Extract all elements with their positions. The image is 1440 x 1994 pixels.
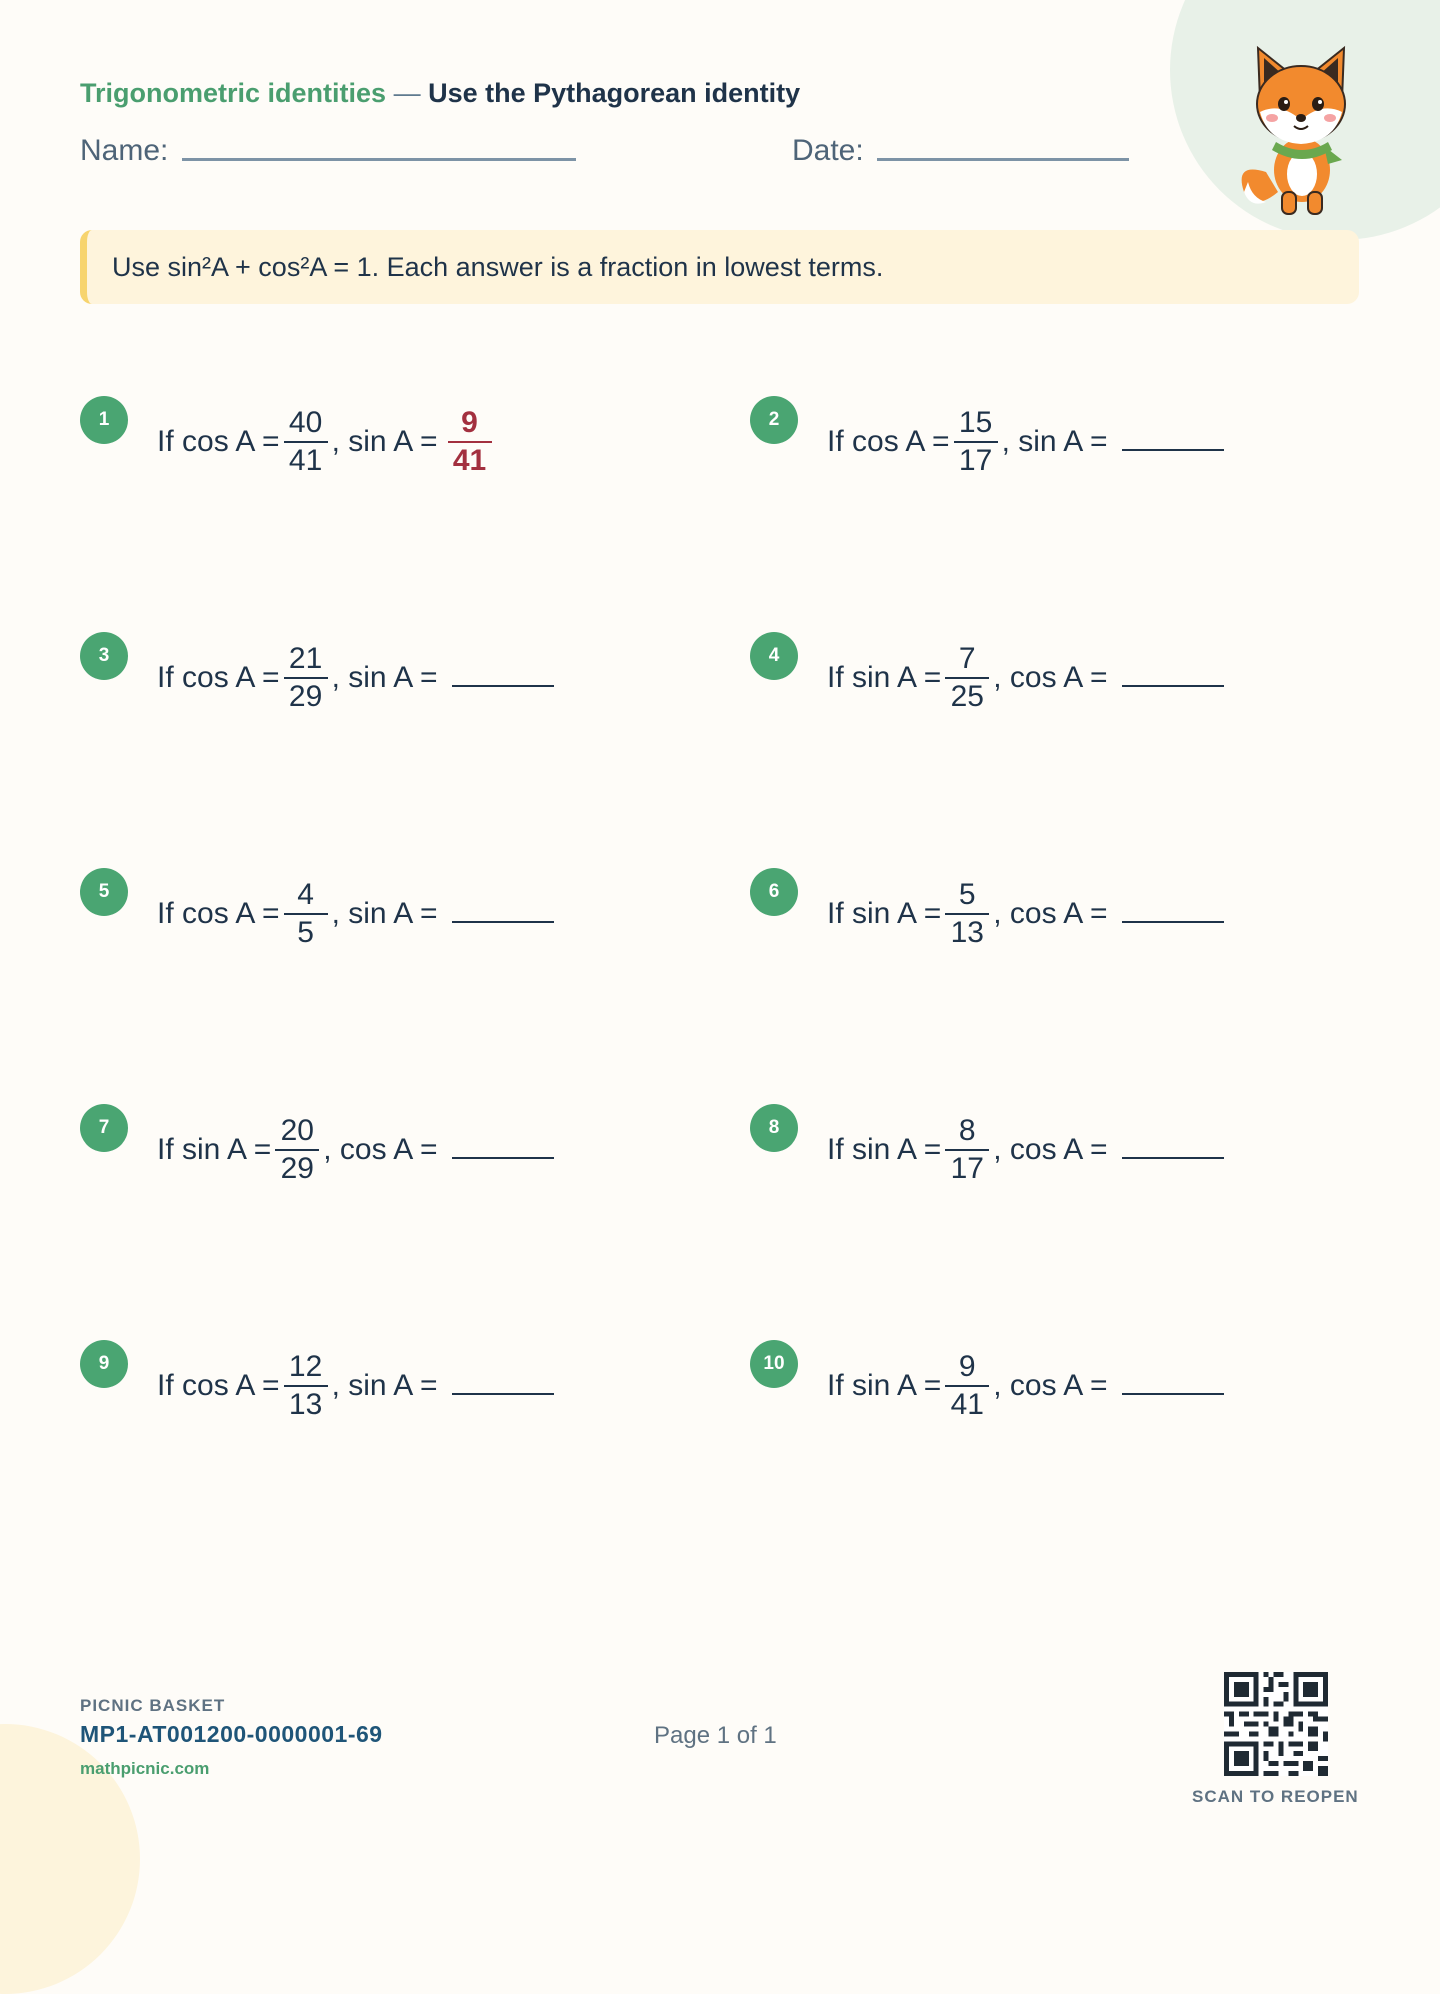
problem-expression — [827, 878, 1224, 949]
ask-text: , sin A = — [331, 661, 438, 694]
problem-expression — [827, 642, 1224, 713]
given-text: If sin A = — [157, 1133, 272, 1166]
worksheet-title — [80, 78, 800, 109]
fraction-denominator: 41 — [288, 444, 323, 477]
fraction-numerator: 20 — [275, 1116, 319, 1151]
fraction-denominator: 13 — [288, 1388, 323, 1421]
instructions-banner: Use sin²A + cos²A = 1. Each answer is a fraction in lowest terms. — [80, 230, 1359, 304]
problem-number-badge: 5 — [80, 868, 128, 916]
problem-number-badge: 4 — [750, 632, 798, 680]
problem-number-badge: 6 — [750, 868, 798, 916]
answer-blank[interactable] — [1122, 921, 1224, 923]
problem-expression — [157, 642, 554, 713]
date-label: Date: — [792, 134, 864, 167]
given-fraction — [945, 644, 989, 712]
fraction-denominator: 17 — [950, 1152, 984, 1185]
ask-text: , sin A = — [331, 1369, 438, 1402]
answer-numerator: 9 — [448, 408, 492, 443]
fraction-denominator: 5 — [297, 916, 314, 949]
fraction-denominator: 17 — [958, 444, 993, 477]
ask-text: , cos A = — [993, 661, 1108, 694]
ask-text: , cos A = — [993, 1369, 1108, 1402]
fraction-numerator: 9 — [945, 1352, 989, 1387]
given-fraction — [284, 408, 328, 476]
name-label: Name: — [80, 134, 169, 167]
answer-blank[interactable] — [1122, 1393, 1224, 1395]
fraction-numerator: 40 — [284, 408, 328, 443]
ask-text: , sin A = — [331, 897, 438, 930]
fraction-denominator: 25 — [950, 680, 984, 713]
given-fraction — [284, 1352, 328, 1420]
given-fraction — [284, 880, 328, 948]
fraction-numerator: 5 — [945, 880, 989, 915]
given-text: If cos A = — [157, 425, 280, 458]
answer-fraction — [448, 408, 492, 476]
fraction-numerator: 21 — [284, 644, 328, 679]
fraction-denominator: 29 — [288, 680, 323, 713]
ask-text: , cos A = — [323, 1133, 438, 1166]
answer-denominator: 41 — [452, 444, 487, 477]
answer-blank[interactable] — [1122, 449, 1224, 451]
footer-brand: PICNIC BASKET — [80, 1696, 226, 1715]
fraction-numerator: 15 — [954, 408, 998, 443]
ask-text: , sin A = — [331, 425, 438, 458]
given-text: If sin A = — [827, 1133, 942, 1166]
problem-expression — [827, 1114, 1224, 1185]
worksheet-code: MP1-AT001200-0000001-69 — [80, 1721, 383, 1747]
given-fraction — [284, 644, 328, 712]
fraction-denominator: 13 — [950, 916, 984, 949]
answer-blank[interactable] — [1122, 685, 1224, 687]
fraction-denominator: 29 — [280, 1152, 314, 1185]
qr-caption: SCAN TO REOPEN — [1192, 1787, 1359, 1806]
fox-mascot-icon — [1236, 42, 1366, 218]
given-fraction — [945, 1352, 989, 1420]
problem-number-badge: 3 — [80, 632, 128, 680]
given-text: If sin A = — [827, 661, 942, 694]
name-field[interactable] — [182, 158, 576, 161]
problem-number-badge: 1 — [80, 396, 128, 444]
given-text: If sin A = — [827, 1369, 942, 1402]
fraction-numerator: 8 — [945, 1116, 989, 1151]
title-separator: — — [393, 78, 421, 108]
given-text: If cos A = — [157, 661, 280, 694]
answer-blank[interactable] — [452, 1393, 554, 1395]
answer-blank[interactable] — [1122, 1157, 1224, 1159]
given-text: If cos A = — [157, 897, 280, 930]
given-text: If cos A = — [157, 1369, 280, 1402]
title-main: Use the Pythagorean identity — [428, 78, 801, 108]
given-fraction — [945, 880, 989, 948]
problem-expression — [827, 406, 1224, 477]
problem-expression — [157, 1350, 554, 1421]
fraction-numerator: 7 — [945, 644, 989, 679]
problem-expression — [157, 1114, 554, 1185]
ask-text: , cos A = — [993, 1133, 1108, 1166]
answer-blank[interactable] — [452, 1157, 554, 1159]
fraction-numerator: 4 — [284, 880, 328, 915]
fraction-numerator: 12 — [284, 1352, 328, 1387]
date-field[interactable] — [877, 158, 1129, 161]
given-fraction — [275, 1116, 319, 1184]
problem-number-badge: 9 — [80, 1340, 128, 1388]
qr-code-icon[interactable] — [1224, 1672, 1328, 1776]
site-link[interactable]: mathpicnic.com — [80, 1759, 210, 1778]
fraction-denominator: 41 — [950, 1388, 984, 1421]
problem-expression — [157, 878, 554, 949]
title-topic: Trigonometric identities — [80, 78, 387, 108]
problem-number-badge: 7 — [80, 1104, 128, 1152]
given-fraction — [945, 1116, 989, 1184]
ask-text: , cos A = — [993, 897, 1108, 930]
problem-number-badge: 2 — [750, 396, 798, 444]
problem-expression — [157, 406, 496, 477]
ask-text: , sin A = — [1001, 425, 1108, 458]
given-fraction — [954, 408, 998, 476]
answer-blank[interactable] — [452, 921, 554, 923]
problem-expression — [827, 1350, 1224, 1421]
problem-number-badge: 10 — [750, 1340, 798, 1388]
given-text: If cos A = — [827, 425, 950, 458]
answer-blank[interactable] — [452, 685, 554, 687]
page-indicator: Page 1 of 1 — [654, 1722, 777, 1749]
problem-number-badge: 8 — [750, 1104, 798, 1152]
given-text: If sin A = — [827, 897, 942, 930]
